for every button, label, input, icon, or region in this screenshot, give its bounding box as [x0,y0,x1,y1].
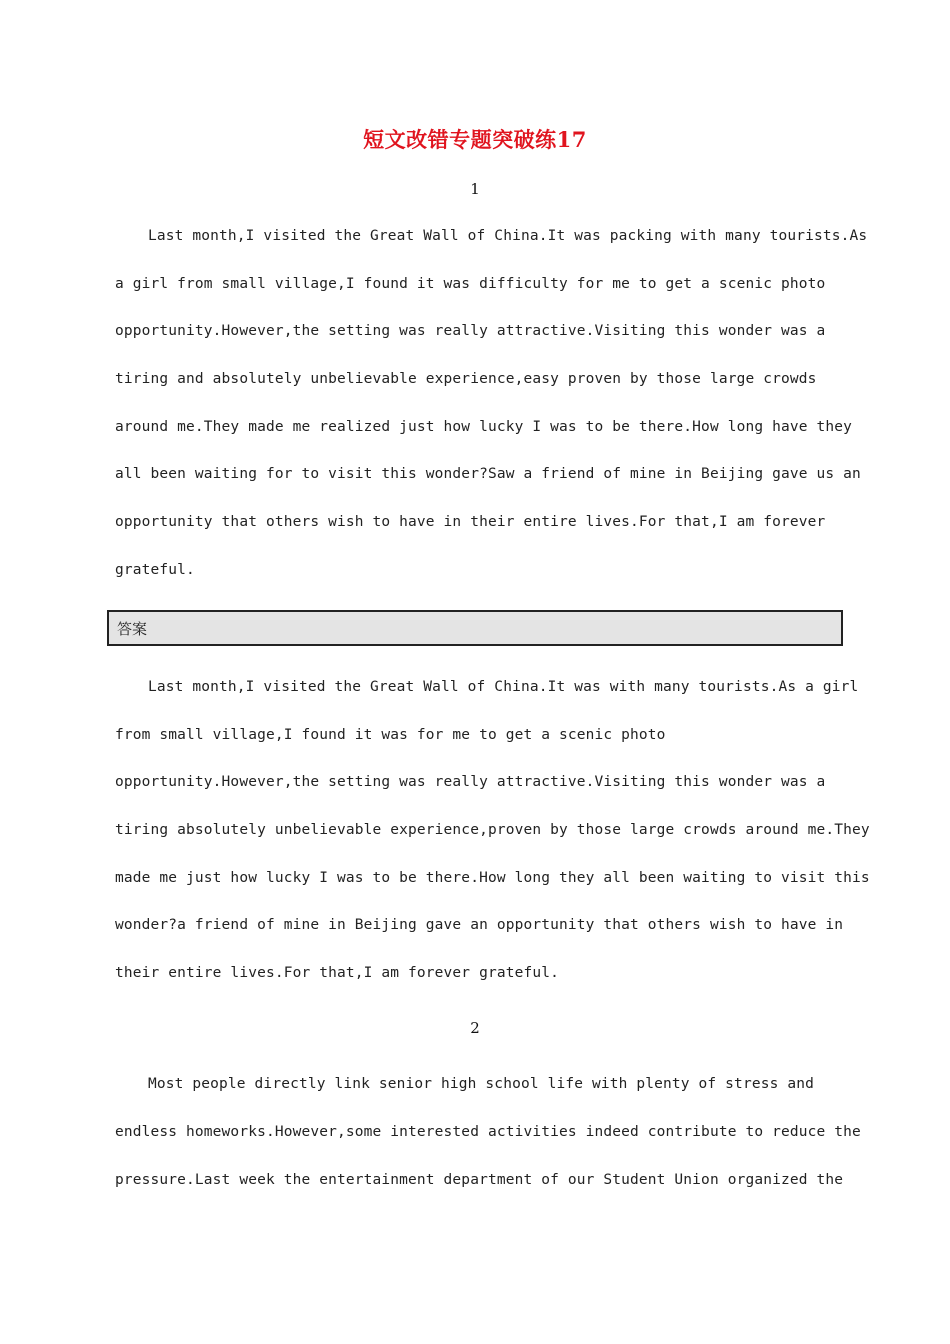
answer-header [107,610,843,646]
q2-line: Most people directly link senior high school life with plenty of stress and [148,1076,814,1092]
answer-line: from small village,I found it was for me to get a scenic photo [115,727,666,743]
q1-line: Last month,I visited the Great Wall of China.It was packing with many tourists.As [148,228,868,244]
q2-line: pressure.Last week the entertainment department of our Student Union organized the [115,1172,844,1188]
answer-line: tiring absolutely unbelievable experience,proven by those large crowds around me.They [115,822,870,838]
q1-line: opportunity.However,the setting was really attractive.Visiting this wonder was a [115,323,826,339]
q1-line: a girl from small village,I found it was difficulty for me to get a scenic photo [115,276,826,292]
q1-line: tiring and absolutely unbelievable experience,easy proven by those large crowds [115,371,817,387]
answer-line: wonder?a friend of mine in Beijing gave an opportunity that others wish to have in [115,917,844,933]
q1-line: opportunity that others wish to have in their entire lives.For that,I am forever [115,514,826,530]
question-number-2: 2 [470,1019,480,1037]
answer-line: Last month,I visited the Great Wall of China.It was with many tourists.As a girl [148,679,859,695]
q1-line: all been waiting for to visit this wonder?Saw a friend of mine in Beijing gave us an [115,466,861,482]
q1-line: grateful. [115,562,195,578]
question-number-1: 1 [470,180,480,198]
q1-line: around me.They made me realized just how lucky I was to be there.How long have they [115,419,853,435]
answer-label: 答案 [117,620,148,638]
page-title: 短文改错专题突破练17 [363,127,587,152]
answer-line: their entire lives.For that,I am forever grateful. [115,965,559,981]
answer-line: opportunity.However,the setting was really attractive.Visiting this wonder was a [115,774,826,790]
answer-line: made me just how lucky I was to be there.How long they all been waiting to visit this [115,870,870,886]
q2-line: endless homeworks.However,some interested activities indeed contribute to reduce the [115,1124,861,1140]
